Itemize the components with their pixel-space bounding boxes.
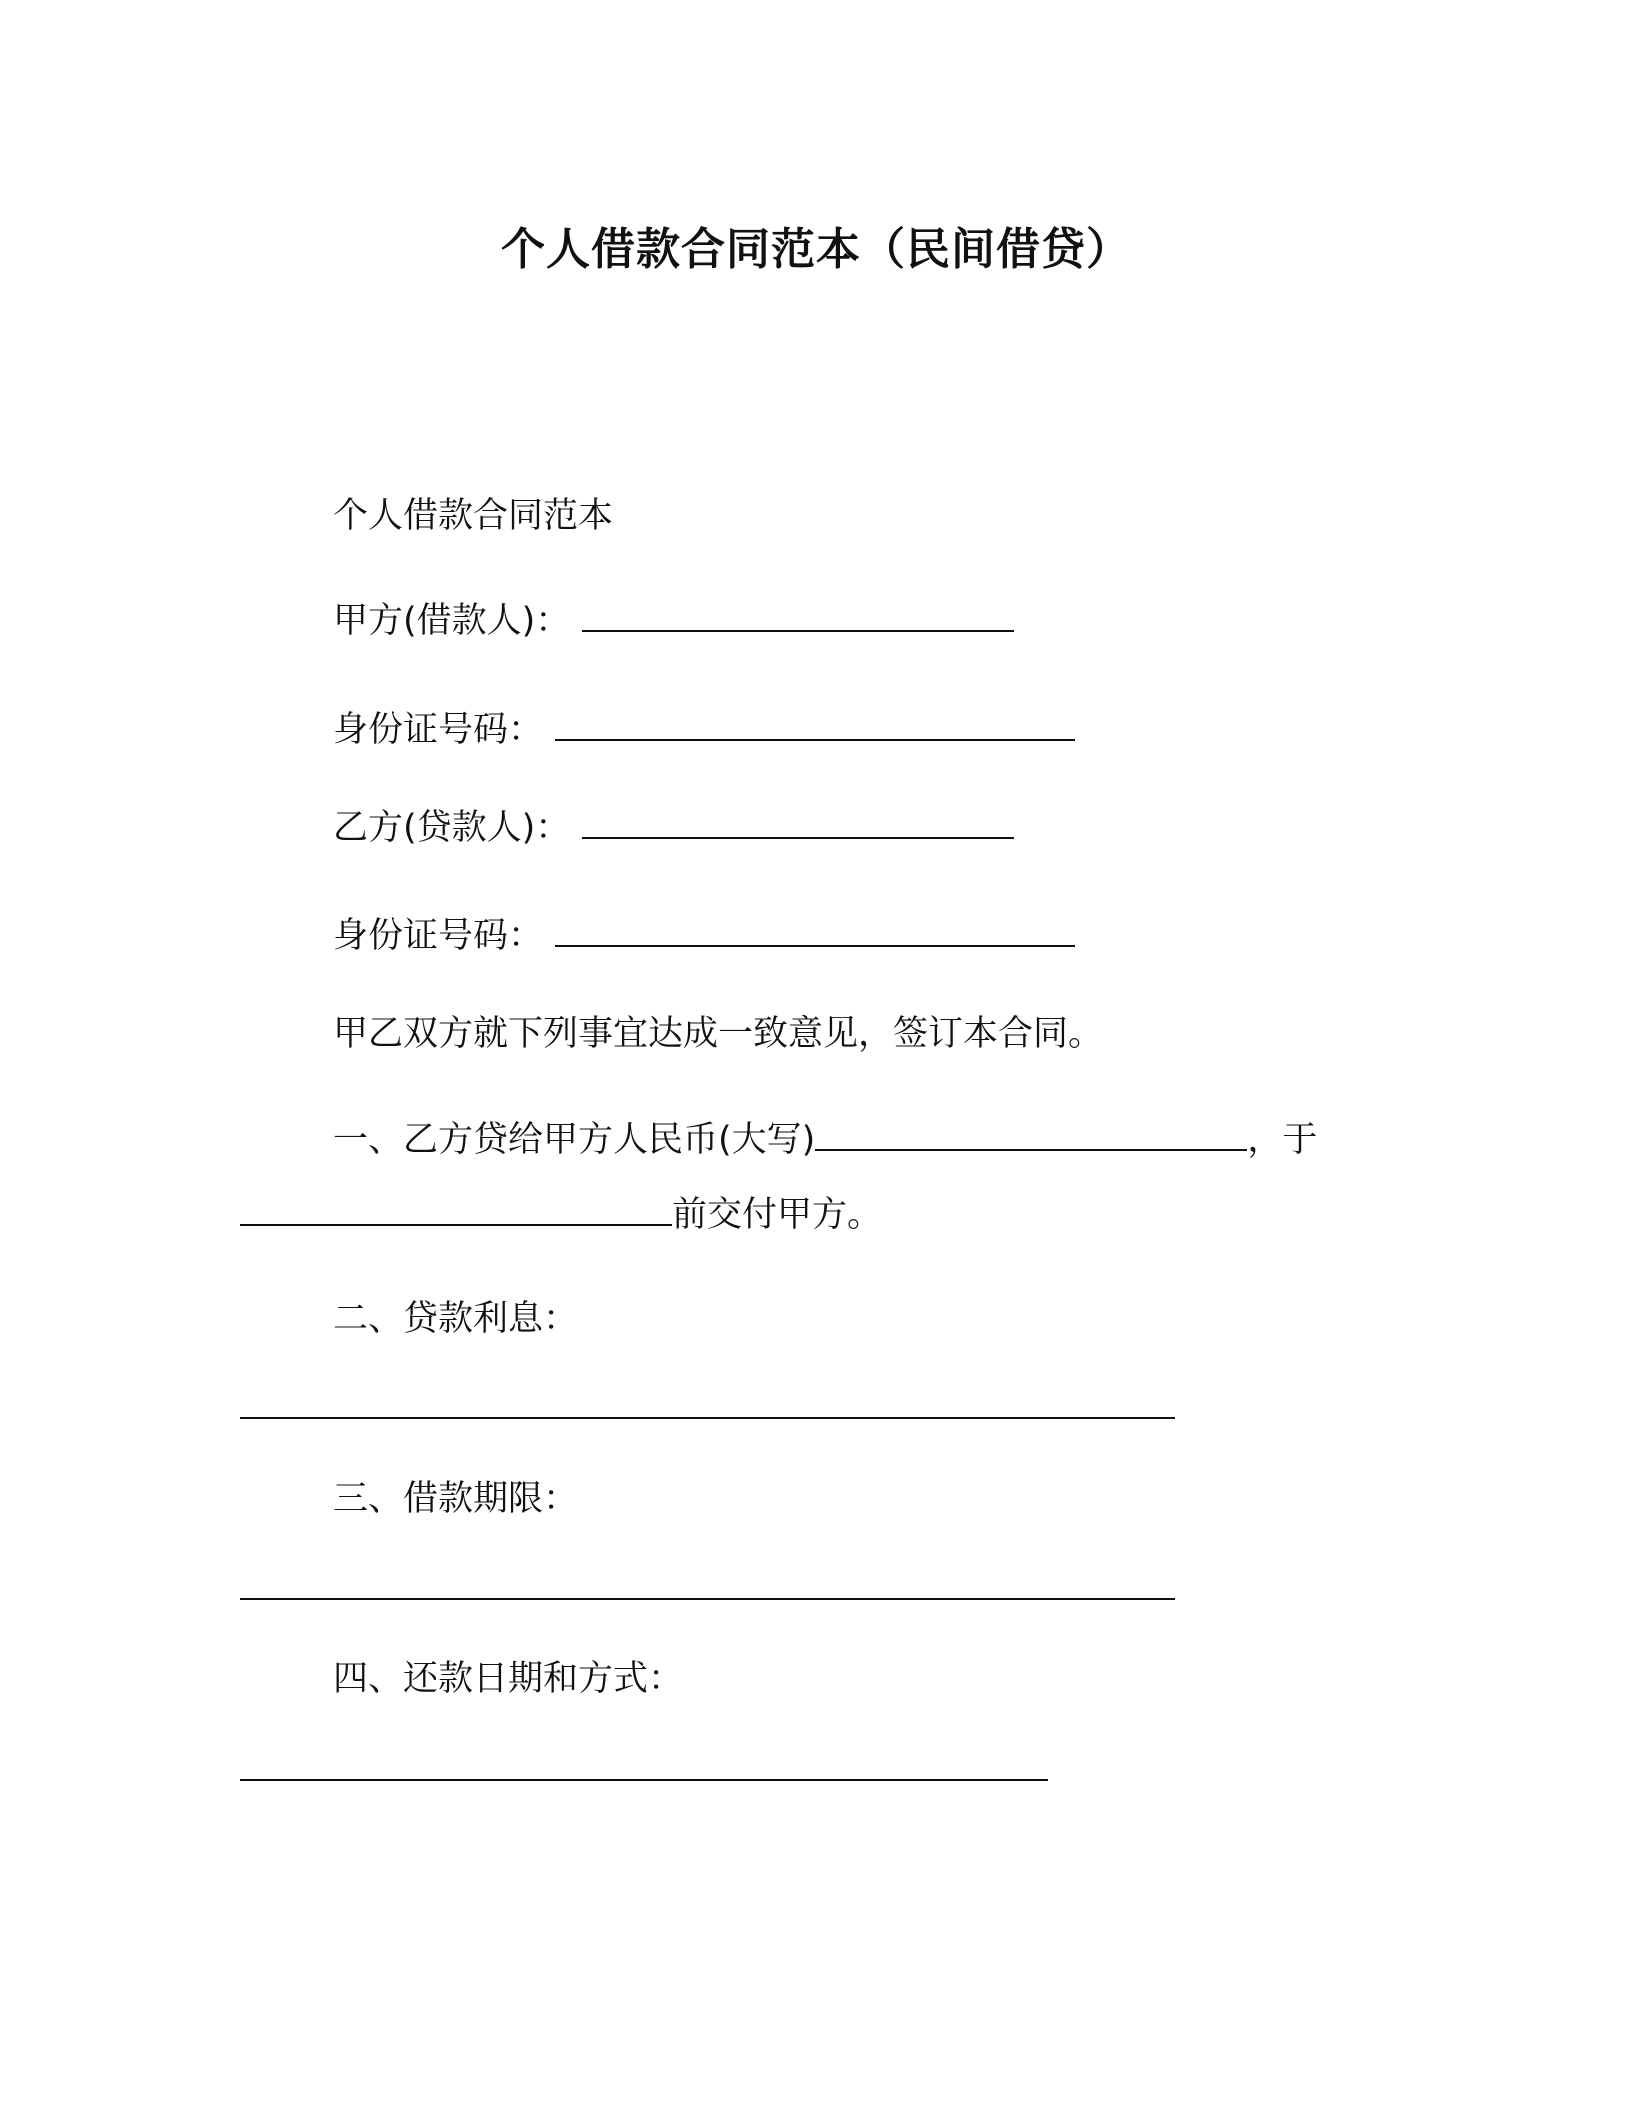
party-b-id-line <box>333 913 1075 959</box>
agreement-statement: 甲乙双方就下列事宜达成一致意见，签订本合同。 <box>333 1014 1104 1054</box>
clause-1-line-2 <box>240 1192 882 1238</box>
clause-1-line-1 <box>333 1117 1317 1163</box>
loan-amount-blank <box>815 1119 1247 1151</box>
clause-2-label: 二、贷款利息： <box>333 1299 579 1339</box>
clause-1-mid: ，于 <box>1247 1120 1318 1160</box>
party-a-line <box>333 598 1014 644</box>
party-b-id-label: 身份证号码： <box>333 916 544 956</box>
delivery-date-blank <box>240 1194 672 1226</box>
loan-term-blank <box>240 1568 1175 1600</box>
party-a-id-blank <box>555 709 1075 741</box>
clause-3-label: 三、借款期限： <box>333 1479 579 1519</box>
clause-4-label: 四、还款日期和方式： <box>333 1659 684 1699</box>
party-b-id-blank <box>555 915 1075 947</box>
party-a-id-line <box>333 707 1075 753</box>
document-title: 个人借款合同范本（民间借贷） <box>501 224 1131 275</box>
contract-subtitle: 个人借款合同范本 <box>333 496 614 536</box>
clause-2-blank-line <box>240 1385 1175 1431</box>
clause-3-blank-line <box>240 1566 1175 1612</box>
party-b-label: 乙方(贷款人)： <box>333 808 571 848</box>
repayment-blank <box>240 1749 1048 1781</box>
party-b-name-blank <box>582 807 1014 839</box>
party-a-label: 甲方(借款人)： <box>333 601 571 641</box>
party-b-line <box>333 805 1014 851</box>
party-a-id-label: 身份证号码： <box>333 710 544 750</box>
loan-interest-blank <box>240 1387 1175 1419</box>
clause-1-prefix: 一、乙方贷给甲方人民币(大写) <box>333 1120 816 1160</box>
clause-4-blank-line <box>240 1747 1048 1793</box>
party-a-name-blank <box>582 600 1014 632</box>
clause-1-suffix: 前交付甲方。 <box>672 1195 883 1235</box>
